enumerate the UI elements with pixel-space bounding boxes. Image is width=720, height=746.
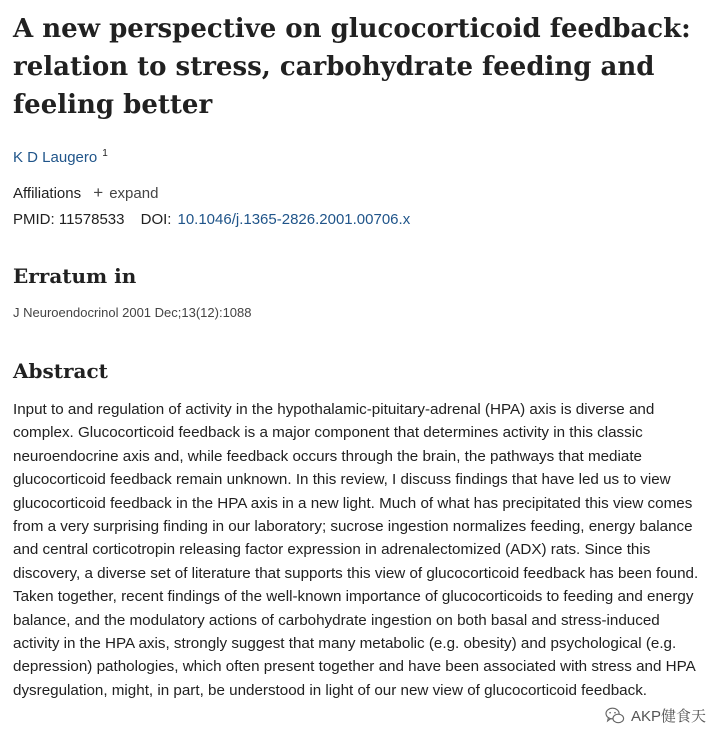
affiliations-row (13, 183, 708, 204)
article-page (13, 10, 708, 702)
abstract-text: Input to and regulation of activity in the hypothalamic-pituitary-adrenal (HPA) axis is diverse and complex. Glucocorticoid feedback is a major component that determines activity in this classic neuroendocrine axis and, while feedback occurs through the brain, the pathways that mediate glucocorticoid feedback remain unknown. In this review, I discuss findings that have led us to view glucocorticoid feedback in the HPA axis in a new light. Much of what has precipitated this view comes from a very surprising finding in our laboratory; sucrose ingestion normalizes feeding, energy balance and central corticotropin releasing factor expression in adrenalectomized (ADX) rats. Since this discovery, a diverse set of literature that supports this view of glucocorticoid feedback has been found. Taken together, recent findings of the well-known importance of glucocorticoids to feeding and energy balance, and the modulatory actions of carbohydrate ingestion on both basal and stress-induced activity in the HPA axis, strongly suggest that many metabolic (e.g. obesity) and psychological (e.g. depression) pathologies, which often present together and have been associated with stress and HPA dysregulation, might, in part, be understood in light of our new view of glucocorticoid feedback. (13, 401, 699, 699)
identifiers-row (13, 210, 708, 230)
affiliations-label: Affiliations (13, 185, 82, 202)
author-link[interactable]: K D Laugero (13, 149, 98, 166)
wechat-icon (605, 707, 625, 725)
watermark-text: AKP健食天 (630, 708, 706, 725)
expand-affiliations-button[interactable] (93, 185, 158, 202)
erratum-heading: Erratum in (13, 264, 137, 288)
doi-link[interactable]: 10.1046/j.1365-2826.2001.00706.x (177, 211, 411, 228)
article-title: A new perspective on glucocorticoid feedback: relation to stress, carbohydrate feeding and feeling better (13, 14, 691, 120)
watermark (605, 705, 706, 726)
author-list (13, 144, 708, 168)
erratum-citation: J Neuroendocrinol 2001 Dec;13(12):1088 (13, 305, 252, 320)
pmid-value: 11578533 (58, 211, 125, 228)
plus-icon: + (93, 183, 104, 202)
pmid-label: PMID: (13, 211, 55, 228)
author-affiliation-number: 1 (102, 148, 108, 159)
expand-label: expand (109, 185, 159, 202)
abstract-heading: Abstract (13, 359, 108, 383)
doi-label: DOI: (140, 211, 172, 228)
